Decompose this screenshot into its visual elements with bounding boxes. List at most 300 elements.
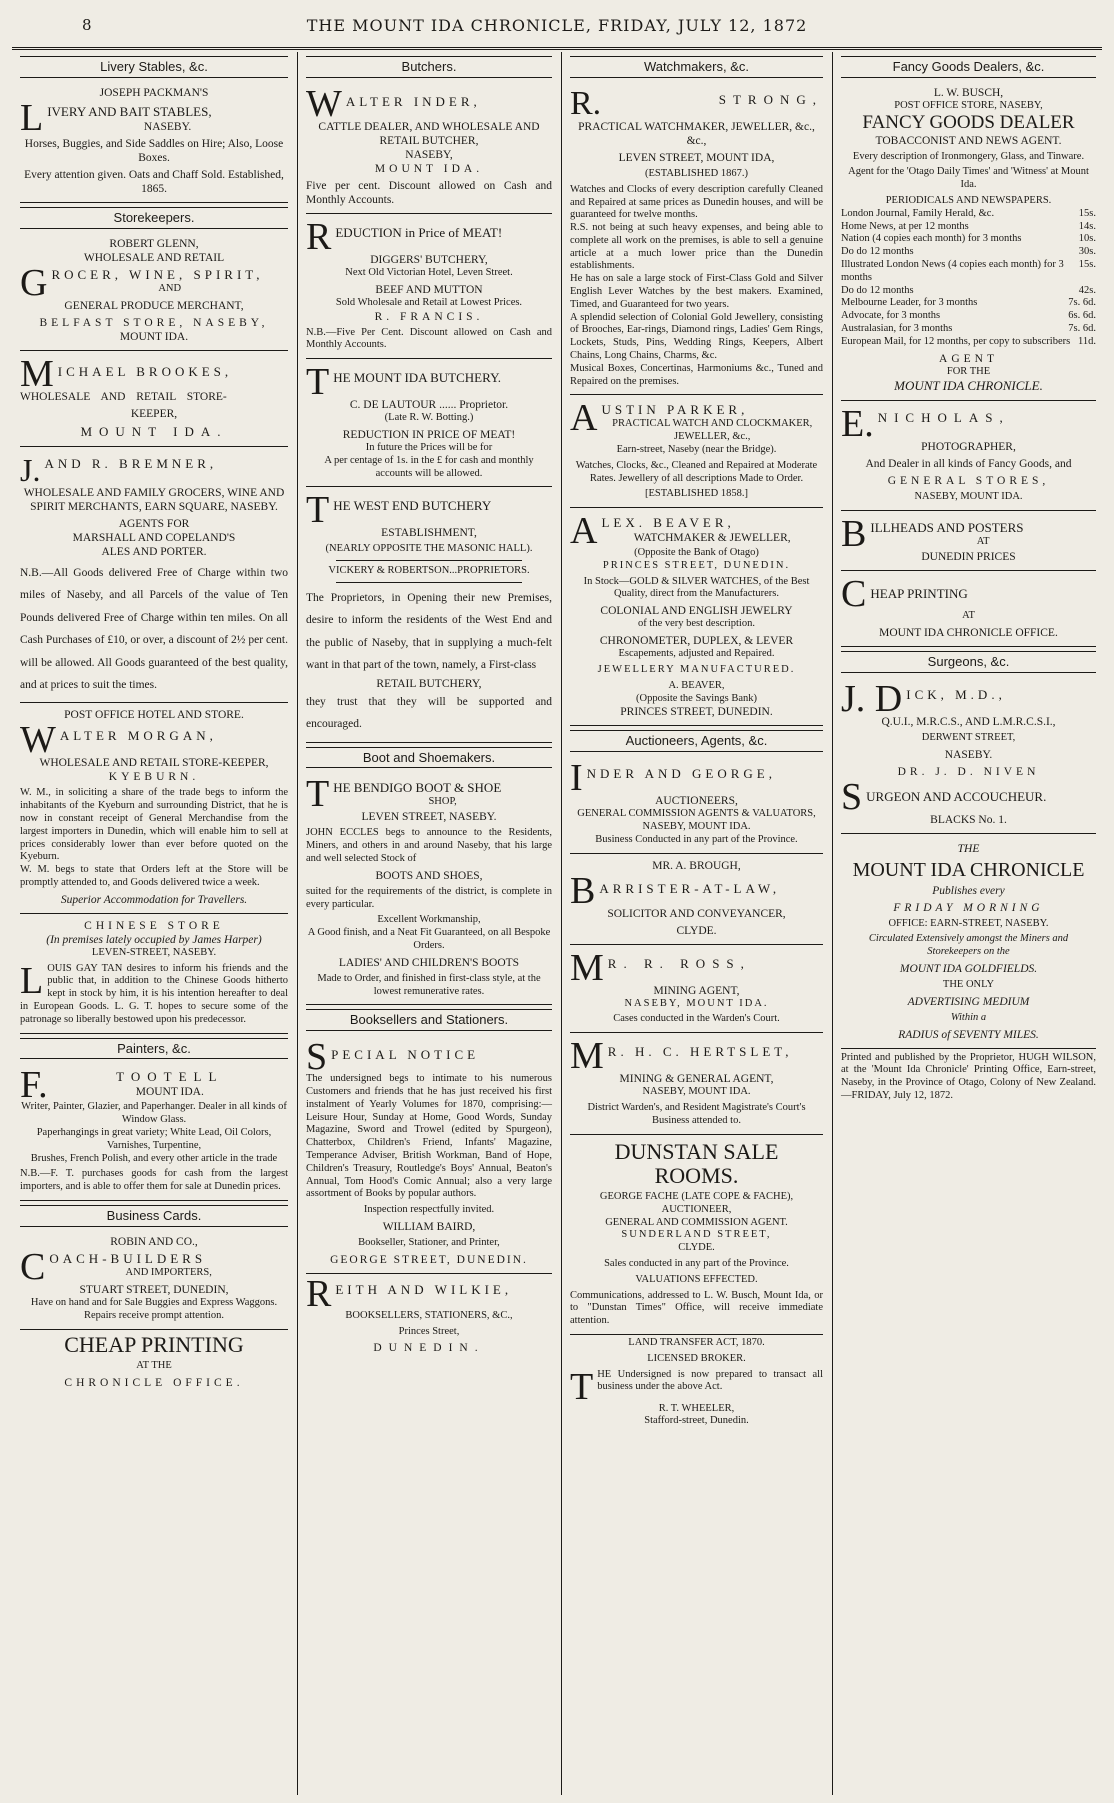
drop-initial: S xyxy=(306,1036,328,1079)
drop-initial: L xyxy=(20,96,44,139)
ad-line: In future the Prices will be for xyxy=(365,442,493,454)
ad-title: AND R. BREMNER, xyxy=(44,455,218,471)
price-row xyxy=(841,336,1096,349)
ad-line: LADIES' AND CHILDREN'S BOOTS xyxy=(338,956,520,969)
ad-text: they trust that they will be supported and encouraged. xyxy=(306,695,552,731)
ad-line: BOOKSELLERS, STATIONERS, &C., xyxy=(345,1309,513,1321)
ad-text: N.B.—Five Per Cent. Discount allowed on Cash and Monthly Accounts. xyxy=(306,326,552,351)
price-row xyxy=(841,297,1096,310)
drop-initial: I xyxy=(570,757,583,800)
advertisement-dick xyxy=(841,678,1096,834)
price-item: Illustrated London News (4 copies each month) for 3 months xyxy=(841,258,1064,283)
ad-line: GEORGE FACHE (LATE COPE & FACHE), xyxy=(599,1191,794,1203)
ad-text: W. M., in soliciting a share of the trade begs to inform the inhabitants of the Kyeburn and surrounding District, that he is now in constant receipt of General Merchandise from the largest importers in Dunedin, which will enable him to sell at prices considerably lower than ever before quoted on the Kyeburn. xyxy=(20,787,288,863)
ad-line: JOSEPH PACKMAN'S xyxy=(99,86,209,99)
ad-title: MOUNT IDA CHRONICLE xyxy=(852,858,1085,881)
ad-line: AUCTIONEER, xyxy=(661,1203,732,1215)
ad-line: [ESTABLISHED 1858.] xyxy=(645,488,748,500)
ad-title: ICHAEL BROOKES, xyxy=(57,363,233,379)
ad-line: LEVEN-STREET, NASEBY. xyxy=(91,946,217,958)
advertisement-diggers-butchery xyxy=(306,216,552,359)
section-heading: Butchers. xyxy=(306,56,552,78)
price-value: 15s. xyxy=(1078,258,1096,270)
ad-line: (Opposite the Bank of Otago) xyxy=(634,547,759,559)
ad-line: AGENTS FOR xyxy=(118,517,190,530)
section-heading: Surgeons, &c. xyxy=(841,651,1096,673)
ad-text: Watches, Clocks, &c., Cleaned and Repaired at Moderate Rates. Jewellery of all descriptions Made to Order. xyxy=(575,459,818,484)
ad-line: SUNDERLAND STREET, xyxy=(621,1229,772,1241)
drop-initial: W xyxy=(20,719,56,762)
ad-line: of the very best description. xyxy=(638,618,755,630)
drop-initial: L xyxy=(20,959,44,1002)
price-row xyxy=(841,259,1096,285)
ad-text: Paperhangings in great variety; White Lead, Oil Colors, Varnishes, Turpentine, xyxy=(36,1127,272,1151)
ad-line: Bookseller, Stationer, and Printer, xyxy=(358,1237,500,1249)
price-item: Do do 12 months xyxy=(841,284,914,296)
ad-text: Agent for the 'Otago Daily Times' and 'Witness' at Mount Ida. xyxy=(848,166,1089,191)
ad-line: PERIODICALS AND NEWSPAPERS. xyxy=(885,194,1052,206)
advertisement-land-transfer xyxy=(570,1337,823,1428)
ad-line: MOUNT IDA. xyxy=(374,162,484,175)
ad-line: STUART STREET, DUNEDIN, xyxy=(79,1283,229,1296)
drop-initial: G xyxy=(20,261,48,304)
ad-line: NASEBY, xyxy=(405,148,453,161)
masthead xyxy=(12,10,1102,50)
price-value: 42s. xyxy=(1078,284,1096,296)
ad-title: ARRISTER-AT-LAW, xyxy=(599,880,781,896)
ad-line: KEEPER, xyxy=(130,407,178,420)
ad-line: THE xyxy=(957,842,980,855)
ad-line: Earn-street, Naseby (near the Bridge). xyxy=(616,443,777,455)
advertisement-livery xyxy=(20,83,288,203)
ad-line: LEVEN STREET, MOUNT IDA, xyxy=(618,151,775,164)
ad-line: AT THE xyxy=(136,1359,172,1371)
ad-text: W. M. begs to state that Orders left at the Store will be promptly attended to, and Goods delivered twice a week. xyxy=(20,864,288,888)
advertisement-busch xyxy=(841,83,1096,401)
ad-line: GENERAL STORES, xyxy=(887,475,1050,488)
ad-line: DUNEDIN. xyxy=(373,1342,485,1355)
drop-initial: R xyxy=(306,215,332,258)
advertisement-bendigo-boot xyxy=(306,773,552,1005)
advertisement-special-notice xyxy=(306,1036,552,1274)
ad-line: WATCHMAKER & JEWELLER, xyxy=(633,531,791,544)
ad-line: MOUNT IDA GOLDFIELDS. xyxy=(899,963,1038,976)
advertisement-chinese-store xyxy=(20,916,288,1034)
ad-line: POST OFFICE HOTEL AND STORE. xyxy=(64,709,244,722)
ad-line: GENERAL COMMISSION AGENTS & VALUATORS, NASEBY, MOUNT IDA. xyxy=(577,808,816,832)
ad-line: ADVERTISING MEDIUM xyxy=(907,995,1030,1008)
drop-initial: B xyxy=(841,513,867,556)
ad-title: STRONG, xyxy=(718,91,823,107)
drop-initial: M xyxy=(570,1035,604,1078)
ad-line: MOUNT IDA CHRONICLE. xyxy=(894,378,1043,394)
column-3 xyxy=(562,52,831,1795)
section-heading: Storekeepers. xyxy=(20,207,288,229)
ad-line: RETAIL BUTCHERY, xyxy=(376,677,482,690)
newspaper-title: THE MOUNT IDA CHRONICLE, FRIDAY, JULY 12, 1872 xyxy=(306,16,808,35)
ad-line: Sold Wholesale and Retail at Lowest Prices. xyxy=(335,296,523,308)
ad-line: MOUNT IDA. xyxy=(135,1086,204,1099)
ad-text: Made to Order, and finished in first-class style, at the lowest remunerative rates. xyxy=(317,972,541,997)
ad-text: A splendid selection of Colonial Gold Jewellery, consisting of Brooches, Ear-rings, Diamond rings, Ladies' Gem Rings, Lockets, Studs, Pins, Wedding Rings, Keepers, Albert Chains, Long Chains, Charms, &c. xyxy=(570,311,823,362)
advertisement-cheap-printing-office xyxy=(841,573,1096,647)
ad-line: Inspection respectfully invited. xyxy=(363,1204,495,1216)
ad-title: HE BENDIGO BOOT & SHOE xyxy=(333,780,502,796)
advertisement-inder-george xyxy=(570,757,823,853)
drop-initial: A xyxy=(570,510,598,553)
ad-line: NASEBY. xyxy=(143,120,192,133)
advertisement-mount-ida-chronicle xyxy=(841,836,1096,1049)
ad-text: Every attention given. Oats and Chaff Sold. Established, 1865. xyxy=(24,168,284,195)
drop-initial: J. D xyxy=(841,677,903,720)
price-item: Do do 12 months xyxy=(841,246,914,258)
advertisement-glenn xyxy=(20,234,288,351)
ad-line: VALUATIONS EFFECTED. xyxy=(635,1273,758,1285)
section-heading: Fancy Goods Dealers, &c. xyxy=(841,56,1096,78)
section-heading: Painters, &c. xyxy=(20,1038,288,1060)
ad-line: R. T. WHEELER, xyxy=(658,1402,735,1414)
ad-line: NASEBY, MOUNT IDA. xyxy=(624,997,769,1009)
ad-line: WILLIAM BAIRD, xyxy=(382,1221,476,1234)
advertisement-ross xyxy=(570,947,823,1034)
column-2 xyxy=(298,52,560,1795)
ad-line: AT xyxy=(976,535,990,547)
ad-title: FANCY GOODS DEALER xyxy=(862,111,1075,133)
ad-title: HE WEST END BUTCHERY xyxy=(333,498,492,514)
ad-line: (In premises lately occupied by James Harper) xyxy=(46,933,262,946)
ad-line: AND xyxy=(158,282,182,294)
section-heading: Booksellers and Stationers. xyxy=(306,1009,552,1031)
ad-line: Escapements, adjusted and Repaired. xyxy=(618,648,775,660)
ad-text: He has on sale a large stock of First-Class Gold and Silver English Lever Watches by the best makers. Examined, Timed, and Guaranteed for two years. xyxy=(570,273,823,310)
drop-initial: F. xyxy=(20,1064,48,1107)
section-heading: Business Cards. xyxy=(20,1205,288,1227)
ad-line: JEWELLERY MANUFACTURED. xyxy=(597,663,796,675)
drop-initial: S xyxy=(841,775,863,818)
price-row xyxy=(841,285,1096,298)
ad-line: Excellent Workmanship, xyxy=(377,914,481,926)
ad-line: AGENT xyxy=(939,352,998,365)
ad-line: Princes Street, xyxy=(398,1325,460,1337)
ad-line: LEVEN STREET, NASEBY. xyxy=(361,811,497,824)
ad-line: BELFAST STORE, NASEBY, xyxy=(39,316,269,329)
ad-text: Communications, addressed to L. W. Busch, Mount Ida, or to "Dunstan Times" Office, will receive immediate attention. xyxy=(570,1289,823,1327)
drop-initial: W xyxy=(306,82,342,125)
ad-text: Every description of Ironmongery, Glass, and Tinware. xyxy=(852,150,1085,162)
ad-title: DUNSTAN SALE ROOMS. xyxy=(614,1138,779,1188)
ad-line: TOBACCONIST AND NEWS AGENT. xyxy=(875,134,1062,147)
ad-line: CLYDE. xyxy=(678,1242,715,1254)
ad-text: N.B.—All Goods delivered Free of Charge within two miles of Naseby, and all Parcels of the value of Ten Pounds delivered Free of Charge within ten miles. On all Cash Purchases of £10, or over, a discount of 2½ per cent. will be allowed. All Goods guaranteed of the best quality, and at prices to suit the times. xyxy=(20,566,288,691)
ad-line: FRIDAY MORNING xyxy=(893,901,1044,914)
ad-title: HEAP PRINTING xyxy=(870,586,968,602)
ad-line: MOUNT IDA CHRONICLE OFFICE. xyxy=(879,626,1058,639)
ad-title: URGEON AND ACCOUCHEUR. xyxy=(866,788,1047,804)
ad-line: DUNEDIN PRICES xyxy=(921,551,1016,564)
ad-line: DIGGERS' BUTCHERY, xyxy=(370,253,488,266)
ad-title: NDER AND GEORGE, xyxy=(586,766,776,782)
price-value: 14s. xyxy=(1078,220,1096,232)
ad-text: In Stock—GOLD & SILVER WATCHES, of the Best Quality, direct from the Manufacturers. xyxy=(583,575,810,600)
advertisement-beaver xyxy=(570,510,823,726)
price-value: 10s. xyxy=(1078,233,1096,245)
ad-title: EITH AND WILKIE, xyxy=(335,1281,513,1297)
price-value: 7s. 6d. xyxy=(1068,297,1096,309)
drop-initial: E. xyxy=(841,403,874,446)
ad-title: HE MOUNT IDA BUTCHERY. xyxy=(333,370,502,386)
divider xyxy=(336,560,522,561)
price-row xyxy=(841,233,1096,246)
advertisement-robin xyxy=(20,1232,288,1330)
ad-text: Five per cent. Discount allowed on Cash and Monthly Accounts. xyxy=(306,179,552,206)
ad-line: RADIUS of SEVENTY MILES. xyxy=(898,1028,1039,1041)
ad-title: ROCER, WINE, SPIRIT, xyxy=(51,266,264,282)
ad-line: MINING AGENT, xyxy=(653,984,740,997)
ad-line: AT xyxy=(962,610,975,622)
ad-text: Musical Boxes, Concertinas, Harmoniums &c., Tuned and Repaired on the premises. xyxy=(570,362,823,387)
advertisement-brookes xyxy=(20,353,288,447)
ad-line: Stafford-street, Dunedin. xyxy=(644,1415,749,1427)
ad-line: COLONIAL AND ENGLISH JEWELRY xyxy=(600,605,793,618)
ad-text: Watches and Clocks of every description carefully Cleaned and Repaired at same prices as Dunedin houses, and will be guaranteed for twelve months. xyxy=(570,183,823,221)
ad-title: R. H. C. HERTSLET, xyxy=(607,1044,793,1060)
ad-title: PECIAL NOTICE xyxy=(331,1047,480,1063)
ad-line: L. W. BUSCH, xyxy=(933,86,1004,99)
drop-initial: R. xyxy=(570,84,602,122)
advertisement-tootell xyxy=(20,1064,288,1201)
ad-title: ILLHEADS AND POSTERS xyxy=(870,520,1024,536)
ad-text: The Proprietors, in Opening their new Premises, desire to inform the residents of the West End and the public of Naseby, that in supplying a much-felt want in that part of the town, namely, a First-class xyxy=(306,592,552,672)
price-item: London Journal, Family Herald, &c. xyxy=(841,207,995,219)
ad-line: LAND TRANSFER ACT, 1870. xyxy=(628,1336,765,1348)
ad-title: R. R. ROSS, xyxy=(607,955,751,971)
drop-initial: T xyxy=(570,1365,594,1408)
ad-line: (Late R. W. Botting.) xyxy=(384,412,474,424)
price-value: 15s. xyxy=(1078,207,1096,219)
ad-line: (NEARLY OPPOSITE THE MASONIC HALL). xyxy=(325,543,533,555)
ad-text: OUIS GAY TAN desires to inform his friends and the public that, in addition to the Chinese Goods hitherto kept in stock by him, it is his intention hereafter to deal in European Goods. L. G. T. hopes to secure some of the patronage so liberally bestowed upon his predecessor. xyxy=(20,962,288,1025)
advertisement-strong xyxy=(570,83,823,396)
advertisement-brough xyxy=(570,856,823,945)
ad-line: SOLICITOR AND CONVEYANCER, xyxy=(607,907,786,920)
ad-line: PRACTICAL WATCH AND CLOCKMAKER, JEWELLER, &c., xyxy=(612,418,813,443)
ad-title: OACH-BUILDERS xyxy=(49,1250,207,1266)
ad-title: ALTER INDER, xyxy=(345,93,481,109)
advertisement-nicholas xyxy=(841,403,1096,511)
ad-line: ESTABLISHMENT, xyxy=(381,527,477,540)
section-heading: Auctioneers, Agents, &c. xyxy=(570,730,823,752)
price-row xyxy=(841,323,1096,336)
ad-text: Writer, Painter, Glazier, and Paperhanger. Dealer in all kinds of Window Glass. xyxy=(21,1101,287,1126)
ad-text: District Warden's, and Resident Magistrate's Court's Business attended to. xyxy=(587,1102,806,1126)
ad-line: PRINCES STREET, DUNEDIN. xyxy=(602,559,791,571)
ad-line: THE ONLY xyxy=(942,979,995,991)
ad-title: LEX. BEAVER, xyxy=(601,515,735,531)
ad-line: NASEBY, MOUNT IDA. xyxy=(914,491,1023,503)
price-item: Australasian, for 3 months xyxy=(841,322,953,334)
ad-title: NICHOLAS, xyxy=(877,410,1010,426)
price-row xyxy=(841,208,1096,221)
ad-line: MARSHALL AND COPELAND'S xyxy=(72,531,236,544)
ad-line: BLACKS No. 1. xyxy=(930,813,1007,826)
ad-text: N.B.—F. T. purchases goods for cash from the largest importers, and is able to offer them for sale at Dunedin prices. xyxy=(20,1168,288,1193)
ad-line: MINING & GENERAL AGENT, xyxy=(619,1073,774,1086)
ad-line: Next Old Victorian Hotel, Leven Street. xyxy=(345,266,513,278)
ad-line: WHOLESALE AND RETAIL STORE-KEEPER, xyxy=(39,757,269,770)
price-item: Nation (4 copies each month) for 3 months xyxy=(841,233,1022,245)
ad-text: suited for the requirements of the district, is complete in every particular. xyxy=(306,885,552,910)
imprint: Printed and published by the Proprietor, HUGH WILSON, at the 'Mount Ida Chronicle' Printing Office, Earn-street, Naseby, in the Province of Otago, Colony of New Zealand.—FRIDAY, July 12, 1872. xyxy=(841,1051,1096,1102)
ad-line: A. BEAVER, xyxy=(668,679,725,691)
ad-text: Circulated Extensively amongst the Miners and Storekeepers on the xyxy=(868,933,1069,958)
advertisement-bremner xyxy=(20,449,288,704)
ad-line: PRINCES STREET, DUNEDIN. xyxy=(620,706,773,719)
ad-line: SHOP, xyxy=(428,796,457,808)
price-value: 11d. xyxy=(1078,335,1096,347)
ad-text: A per centage of 1s. in the £ for cash and monthly accounts will be allowed. xyxy=(324,454,534,479)
ad-line: BOOTS AND SHOES, xyxy=(375,869,483,882)
drop-initial: C xyxy=(841,573,867,616)
price-row xyxy=(841,221,1096,234)
ad-line: MOUNT IDA. xyxy=(119,330,189,343)
column-1 xyxy=(12,52,296,1795)
price-value: 6s. 6d. xyxy=(1068,310,1096,322)
ad-line: PRACTICAL WATCHMAKER, JEWELLER, &c., &c., xyxy=(578,120,815,147)
ad-line: CATTLE DEALER, AND WHOLESALE AND RETAIL BUTCHER, xyxy=(318,120,540,147)
section-heading: Livery Stables, &c. xyxy=(20,56,288,78)
ad-text: Brushes, French Polish, and every other article in the trade xyxy=(30,1152,278,1164)
ad-text: R.S. not being at such heavy expenses, and being able to complete all work on the premises, is able to sell a genuine article at a much lower price than the Dunedin establishments. xyxy=(570,222,823,272)
ad-line: LICENSED BROKER. xyxy=(647,1352,746,1364)
drop-initial: B xyxy=(570,869,596,912)
advertisement-inder xyxy=(306,83,552,214)
ad-line: DR. J. D. NIVEN xyxy=(897,765,1040,778)
section-heading: Watchmakers, &c. xyxy=(570,56,823,78)
advertisement-hertslet xyxy=(570,1035,823,1134)
price-value: 30s. xyxy=(1078,246,1096,258)
ad-text: A Good finish, and a Neat Fit Guaranteed, on all Bespoke Orders. xyxy=(307,927,551,952)
ad-line: C. DE LAUTOUR ...... Proprietor. xyxy=(349,399,509,412)
ad-title: ICK, M.D., xyxy=(906,686,1006,702)
price-row xyxy=(841,310,1096,323)
ad-line: CLYDE. xyxy=(676,924,717,937)
ad-line: DERWENT STREET, xyxy=(921,731,1016,743)
ad-line: MR. A. BROUGH, xyxy=(652,859,741,872)
ad-text: Business Conducted in any part of the Province. xyxy=(595,833,798,845)
drop-initial: T xyxy=(306,773,330,816)
ad-line: Publishes every xyxy=(932,884,1005,897)
ad-text: Have on hand and for Sale Buggies and Express Waggons. xyxy=(30,1296,278,1308)
ad-line: WHOLESALE AND RETAIL STORE- xyxy=(20,390,227,403)
advertisement-billheads xyxy=(841,513,1096,571)
ad-text: Superior Accommodation for Travellers. xyxy=(60,893,248,906)
ad-line: NASEBY. xyxy=(944,748,993,761)
drop-initial: M xyxy=(570,946,604,989)
advertisement-morgan xyxy=(20,705,288,913)
ad-line: GENERAL PRODUCE MERCHANT, xyxy=(64,299,244,312)
price-item: Melbourne Leader, for 3 months xyxy=(841,297,978,309)
price-item: Advocate, for 3 months xyxy=(841,310,941,322)
ad-line: REDUCTION IN PRICE OF MEAT! xyxy=(342,429,516,441)
ad-line: AUCTIONEERS, xyxy=(655,795,738,808)
ad-text: JOHN ECCLES begs to announce to the Residents, Miners, and others in and around Naseby, that his large and well selected Stock of xyxy=(306,827,552,865)
ad-line: And Dealer in all kinds of Fancy Goods, and xyxy=(865,458,1072,471)
ad-line: NASEBY, MOUNT IDA. xyxy=(642,1086,751,1098)
ad-line: ROBERT GLENN, xyxy=(109,237,199,250)
price-row xyxy=(841,246,1096,259)
advertisement-mount-ida-butchery xyxy=(306,361,552,487)
drop-initial: T xyxy=(306,361,330,404)
drop-initial: J. xyxy=(20,451,41,488)
ad-line: GEORGE STREET, DUNEDIN. xyxy=(330,1253,528,1266)
drop-initial: T xyxy=(306,489,330,532)
ad-line: AND IMPORTERS, xyxy=(125,1266,212,1278)
price-list xyxy=(841,208,1096,349)
ad-text: Repairs receive prompt attention. xyxy=(84,1309,224,1321)
advertisement-cheap-printing xyxy=(20,1333,288,1390)
ad-line: FOR THE xyxy=(946,365,991,377)
ad-text: HE Undersigned is now prepared to transact all business under the above Act. xyxy=(597,1368,823,1393)
divider xyxy=(336,582,522,583)
page-number: 8 xyxy=(82,16,92,34)
section-heading: Boot and Shoemakers. xyxy=(306,747,552,769)
drop-initial: A xyxy=(570,397,598,440)
ad-line: OFFICE: EARN-STREET, NASEBY. xyxy=(888,917,1049,929)
ad-line: ALES AND PORTER. xyxy=(101,545,207,558)
ad-line: KYEBURN. xyxy=(108,771,200,784)
ad-line: PHOTOGRAPHER, xyxy=(921,441,1016,454)
column-4 xyxy=(833,52,1104,1795)
ad-line: WHOLESALE AND RETAIL xyxy=(83,251,225,264)
ad-title: ALTER MORGAN, xyxy=(59,728,217,744)
drop-initial: R xyxy=(306,1272,332,1315)
ad-line: Cases conducted in the Warden's Court. xyxy=(613,1013,780,1025)
price-item: Home News, at per 12 months xyxy=(841,220,969,232)
ad-title: CHINESE STORE xyxy=(84,919,224,932)
drop-initial: C xyxy=(20,1245,46,1288)
ad-line: POST OFFICE STORE, NASEBY, xyxy=(894,99,1043,111)
ad-title: TOOTELL xyxy=(116,1069,224,1085)
ad-line: (Opposite the Savings Bank) xyxy=(635,692,758,704)
drop-initial: M xyxy=(20,352,54,395)
ad-line: Sales conducted in any part of the Province. xyxy=(604,1258,789,1269)
advertisement-dunstan-sale-rooms xyxy=(570,1137,823,1335)
ad-line: VICKERY & ROBERTSON...PROPRIETORS. xyxy=(328,565,530,577)
ad-title: CHEAP PRINTING xyxy=(64,1331,244,1357)
ad-line: CHRONICLE OFFICE. xyxy=(64,1376,244,1389)
ad-line: WHOLESALE AND FAMILY GROCERS, WINE AND SPIRIT MERCHANTS, EARN SQUARE, NASEBY. xyxy=(23,486,285,513)
ad-line: R. FRANCIS. xyxy=(374,310,484,323)
advertisement-reith-wilkie xyxy=(306,1272,552,1356)
ad-title: USTIN PARKER, xyxy=(601,402,749,418)
ad-line: GENERAL AND COMMISSION AGENT. xyxy=(605,1216,788,1228)
price-value: 7s. 6d. xyxy=(1068,322,1096,334)
ad-line: Within a xyxy=(950,1011,987,1023)
ad-line: CHRONOMETER, DUPLEX, & LEVER xyxy=(599,635,794,648)
ad-title: EDUCTION in Price of MEAT! xyxy=(335,224,503,240)
ad-line: MOUNT IDA. xyxy=(80,423,228,439)
ad-text: Horses, Buggies, and Side Saddles on Hire; Also, Loose Boxes. xyxy=(24,137,284,164)
ad-line: BEEF AND MUTTON xyxy=(375,283,483,296)
price-item: European Mail, for 12 months, per copy to subscribers xyxy=(841,335,1071,347)
ad-text: The undersigned begs to intimate to his numerous Customers and friends that he has just received his first instalment of Yearly Volumes for 1870, comprising:—Leisure Hour, Sunday at Home, Good Words, Sunday Magazine, Sword and Trowel (edited by Spurgeon), Chatterbox, Children's Friend, Infants' Magazine, Temperance Adviser, British Workman, Band of Hope, Children's Treasury, Routledge's Boys' Annual, Beaton's Annual, Tom Hood's Comic Annual; also a very large assortment of Books by popular authors. xyxy=(306,1073,552,1200)
advertisement-west-end-butchery xyxy=(306,489,552,742)
ad-title: IVERY AND BAIT STABLES, xyxy=(47,103,212,119)
ad-line: (ESTABLISHED 1867.) xyxy=(645,167,748,179)
advertisement-parker xyxy=(570,397,823,508)
ad-line: Q.U.I., M.R.C.S., AND L.M.R.C.S.I., xyxy=(881,715,1056,728)
ad-line: ROBIN AND CO., xyxy=(110,1235,198,1248)
